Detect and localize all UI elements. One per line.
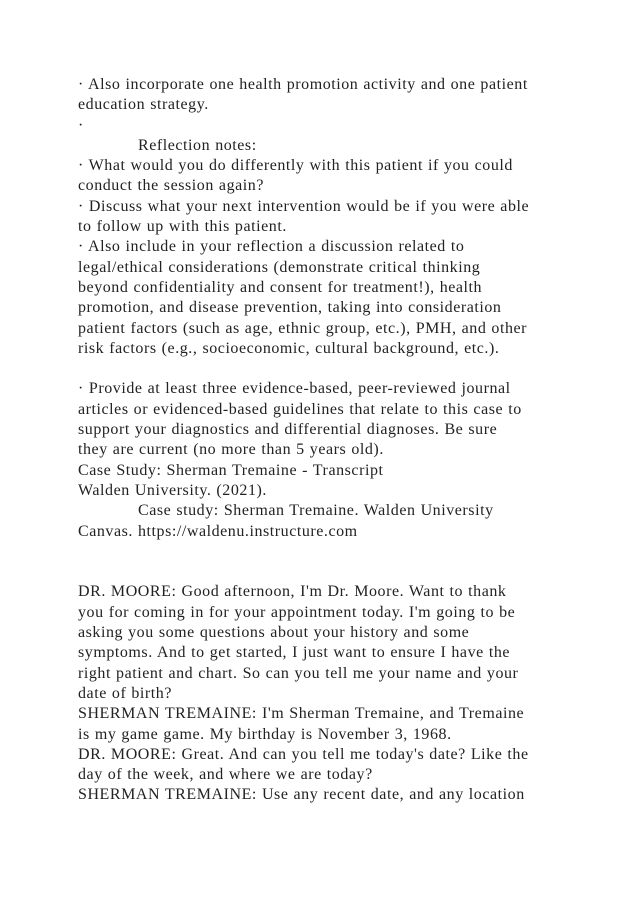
reference-line: Case study: Sherman Tremaine. Walden University bbox=[138, 502, 494, 520]
text-line: education strategy. bbox=[78, 96, 209, 114]
text-line: to follow up with this patient. bbox=[78, 218, 287, 236]
blank-line bbox=[78, 562, 578, 582]
text-line: legal/ethical considerations (demonstrate critical thinking bbox=[78, 258, 481, 276]
transcript-line: DR. MOORE: Good afternoon, I'm Dr. Moore. Want to thank bbox=[78, 583, 507, 601]
case-study-title: Case Study: Sherman Tremaine - Transcript bbox=[78, 461, 384, 479]
text-line: beyond confidentiality and consent for treatment!), health bbox=[78, 278, 483, 296]
transcript-line: SHERMAN TREMAINE: Use any recent date, and any location bbox=[78, 786, 525, 804]
transcript-line: DR. MOORE: Great. And can you tell me today's date? Like the bbox=[78, 745, 529, 763]
text-line: articles or evidenced-based guidelines that relate to this case to bbox=[78, 400, 522, 418]
text-line: · Discuss what your next intervention would be if you were able bbox=[78, 197, 530, 215]
reference-url: Canvas. https://waldenu.instructure.com bbox=[78, 522, 358, 540]
transcript-line: day of the week, and where we are today? bbox=[78, 766, 373, 784]
blank-line bbox=[78, 542, 578, 562]
text-line: risk factors (e.g., socioeconomic, cultural background, etc.). bbox=[78, 339, 500, 357]
text-line: · Provide at least three evidence-based, peer-reviewed journal bbox=[78, 380, 511, 398]
text-line: · Also include in your reflection a discussion related to bbox=[78, 238, 465, 256]
transcript-line: is my game game. My birthday is November 3, 1968. bbox=[78, 725, 452, 743]
reference-line: Walden University. (2021). bbox=[78, 481, 267, 499]
transcript-line: right patient and chart. So can you tell me your name and your bbox=[78, 664, 519, 682]
reflection-notes-heading: Reflection notes: bbox=[138, 136, 257, 154]
transcript-line: you for coming in for your appointment today. I'm going to be bbox=[78, 603, 516, 621]
text-line: promotion, and disease prevention, taking into consideration bbox=[78, 299, 502, 317]
transcript-line: symptoms. And to get started, I just want to ensure I have the bbox=[78, 644, 511, 662]
text-line: conduct the session again? bbox=[78, 177, 264, 195]
text-line: patient factors (such as age, ethnic group, etc.), PMH, and other bbox=[78, 319, 528, 337]
transcript-line: SHERMAN TREMAINE: I'm Sherman Tremaine, and Tremaine bbox=[78, 705, 525, 723]
transcript-line: asking you some questions about your history and some bbox=[78, 624, 470, 642]
text-line: · Also incorporate one health promotion activity and one patient bbox=[78, 76, 528, 93]
text-line: · What would you do differently with this patient if you could bbox=[78, 157, 513, 175]
text-line: support your diagnostics and differential diagnoses. Be sure bbox=[78, 421, 498, 439]
transcript-line: date of birth? bbox=[78, 684, 172, 702]
text-line: they are current (no more than 5 years old). bbox=[78, 441, 384, 459]
document-text bbox=[78, 75, 578, 806]
bullet-line: · bbox=[78, 116, 84, 134]
blank-line bbox=[78, 359, 578, 379]
